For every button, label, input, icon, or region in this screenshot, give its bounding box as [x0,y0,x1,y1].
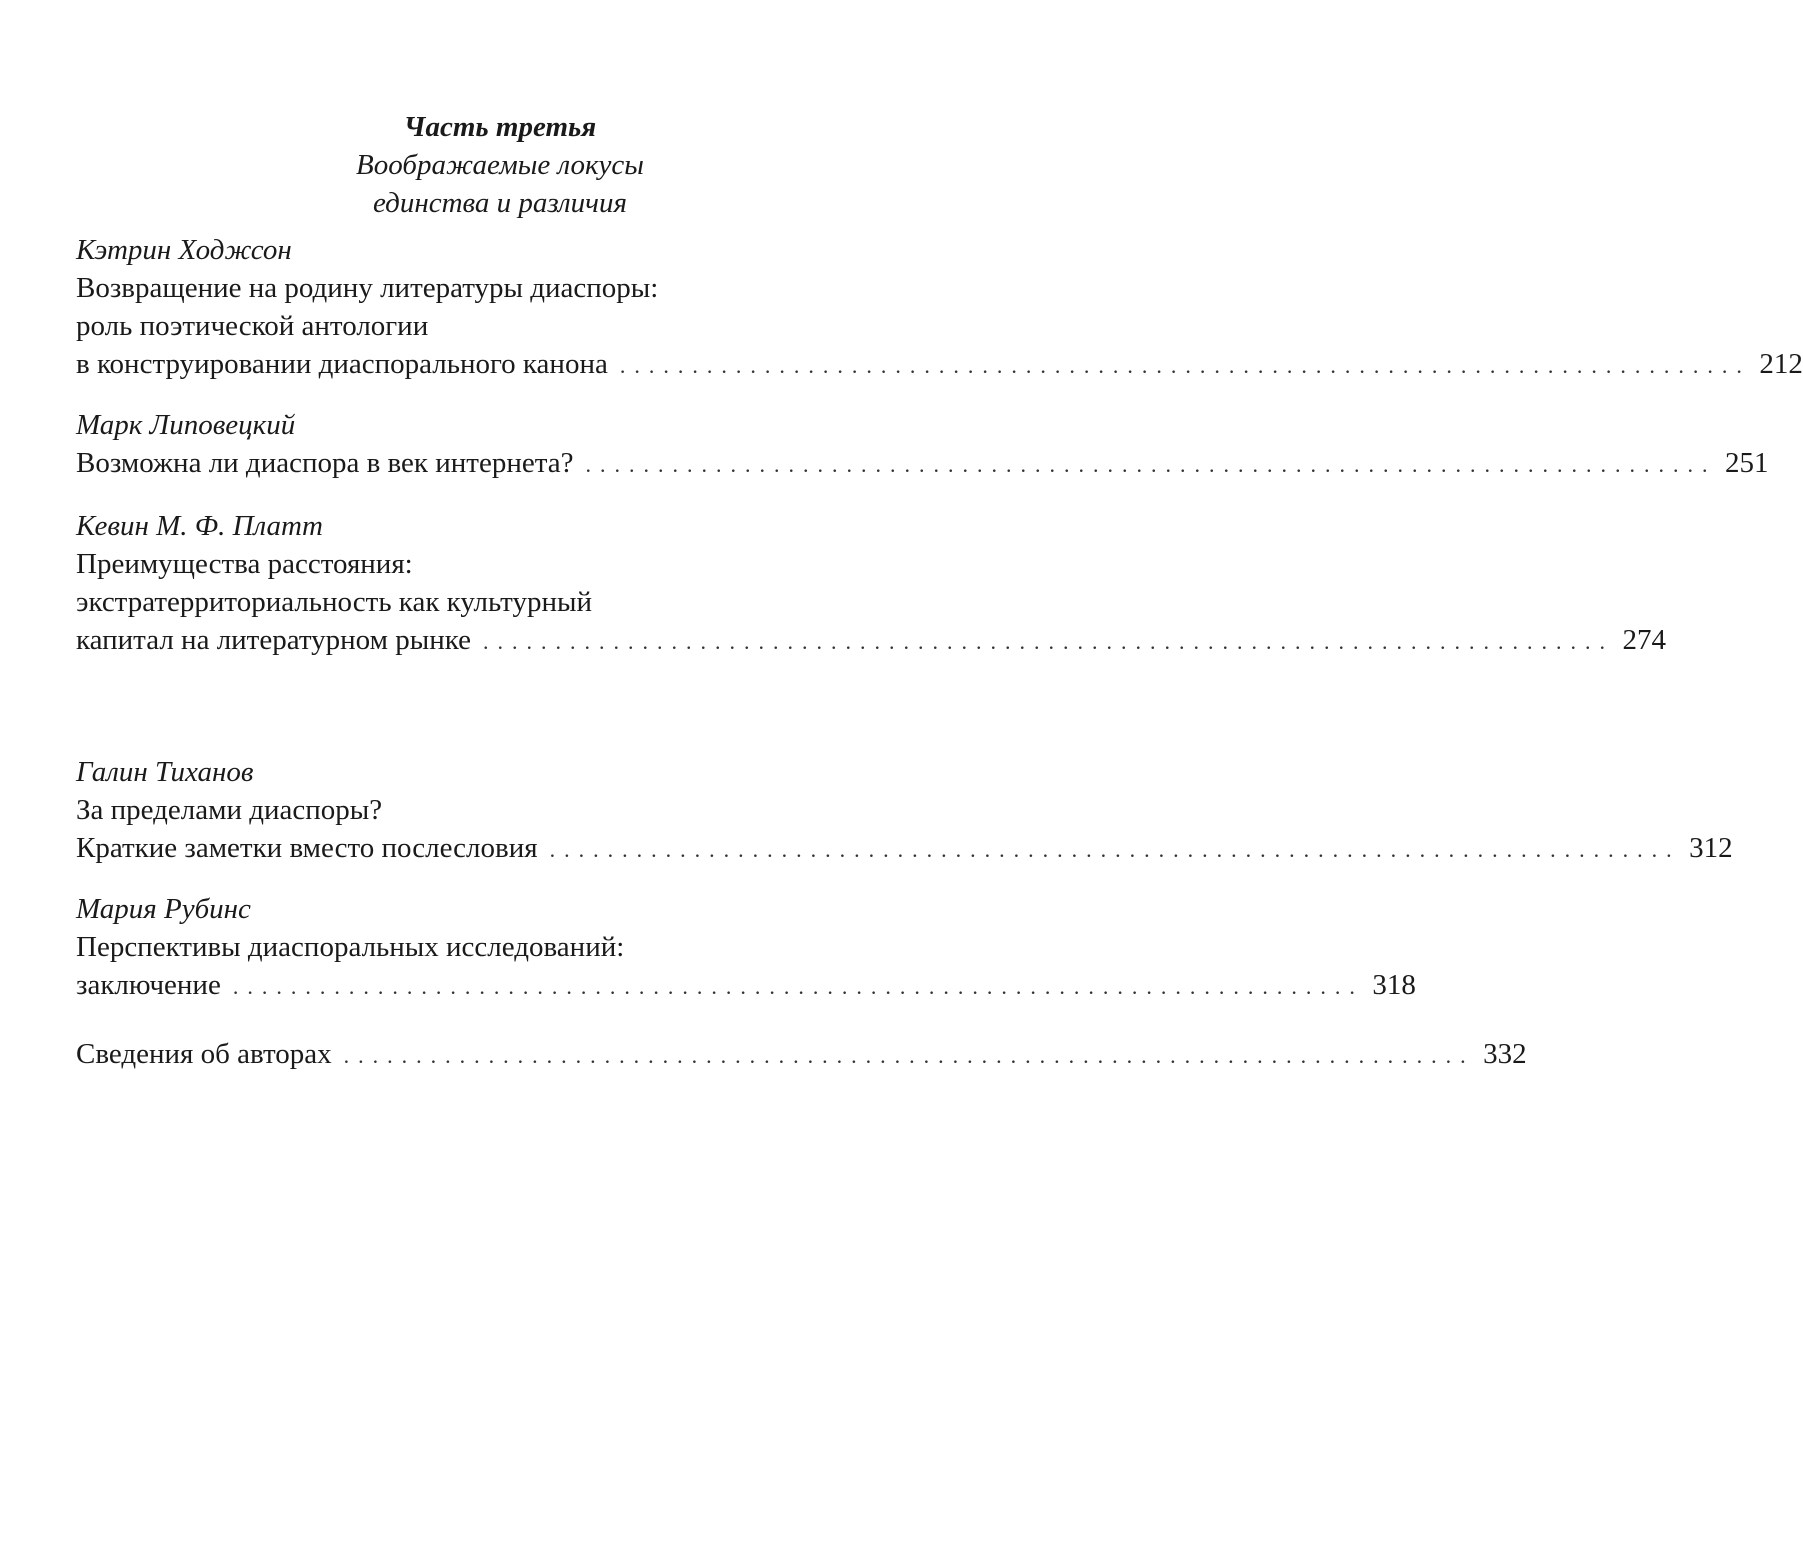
entry-title-last-line [76,444,1769,482]
toc-entry[interactable] [76,406,1769,482]
entry-title-line: За пределами диаспоры? [76,794,383,826]
entry-title-last-line [76,345,1803,383]
toc-entry[interactable] [76,507,1666,659]
dot-leader: .............................................................................. [482,629,1614,654]
part-subtitle-line-1: Воображаемые локусы [356,149,644,181]
entry-page-number: 274 [1622,624,1666,656]
entry-title-text: капитал на литературном рынке [76,624,471,656]
entry-author: Галин Тиханов [76,756,254,788]
entry-title-last-line [76,621,1666,659]
part-header [0,108,1000,222]
dot-leader: .............................................................................. [619,353,1751,378]
dot-leader: .............................................................................. [232,974,1364,999]
entry-title-text: в конструировании диаспорального канона [76,348,608,380]
entry-title-text: Краткие заметки вместо послесловия [76,832,538,864]
entry-author: Мария Рубинс [76,893,251,925]
entry-author: Кэтрин Ходжсон [76,234,292,266]
entry-page-number: 318 [1372,969,1416,1001]
dot-leader: .............................................................................. [585,452,1717,477]
entry-title-last-line [76,966,1416,1004]
toc-entry[interactable] [76,753,1733,867]
entry-title-line: Преимущества расстояния: [76,548,413,580]
toc-entry-about-authors[interactable] [76,1035,1527,1073]
dot-leader: .............................................................................. [343,1043,1475,1068]
entry-author: Марк Липовецкий [76,409,296,441]
entry-title-line: роль поэтической антологии [76,310,429,342]
entry-title-last-line [76,829,1733,867]
entry-title-text: заключение [76,969,221,1001]
toc-entry[interactable] [76,231,1803,383]
entry-author: Кевин М. Ф. Платт [76,510,323,542]
entry-page-number: 251 [1725,447,1769,479]
entry-title-line: Возвращение на родину литературы диаспоры: [76,272,659,304]
dot-leader: .............................................................................. [549,837,1681,862]
entry-title-line: Перспективы диаспоральных исследований: [76,931,625,963]
about-authors-line [76,1035,1527,1073]
about-authors-page-number: 332 [1483,1038,1527,1070]
about-authors-label: Сведения об авторах [76,1038,332,1070]
entry-title-line: экстратерриториальность как культурный [76,586,592,618]
toc-entry[interactable] [76,890,1416,1004]
entry-page-number: 212 [1759,348,1803,380]
part-subtitle-line-2: единства и различия [373,187,627,219]
entry-page-number: 312 [1689,832,1733,864]
part-title: Часть третья [403,111,597,143]
entry-title-text: Возможна ли диаспора в век интернета? [76,447,574,479]
